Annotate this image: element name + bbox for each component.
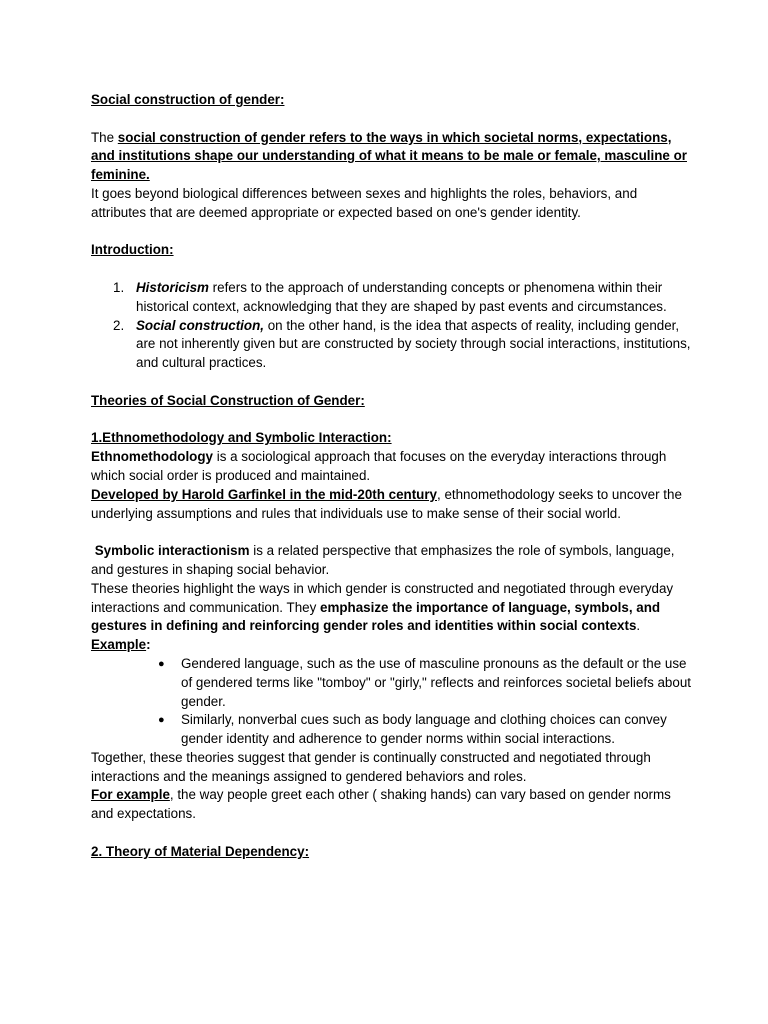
for-example-paragraph: For example, the way people greet each other ( shaking hands) can vary based on gender norms and expectations. (91, 787, 671, 822)
list-item: ● Gendered language, such as the use of masculine pronouns as the default or the use of gendered terms like "tomboy" or "girly," reflects and reinforces societal beliefs about gender. (158, 655, 691, 709)
list-item: 2. Social construction, on the other hand, is the idea that aspects of reality, including gender, are not inherently given but are constructed by society through social interactions, institutions, and cultural practices. (113, 317, 691, 371)
definition-paragraph: The social construction of gender refers to the ways in which societal norms, expectations, and institutions shape our understanding of what it means to be male or female, masculine or feminine. (91, 129, 687, 183)
garfinkel-paragraph: Developed by Harold Garfinkel in the mid-20th century, ethnomethodology seeks to uncover the underlying assumptions and rules that individuals use to make sense of their social world. (91, 486, 682, 521)
intro-list (91, 279, 691, 373)
bullet-icon: ● (158, 714, 165, 727)
definition-rest: It goes beyond biological differences between sexes and highlights the roles, behaviors, and attributes that are deemed appropriate or expected based on one's gender identity. (91, 185, 638, 220)
ethnomethodology-paragraph: Ethnomethodology is a sociological approach that focuses on the everyday interactions through which social order is produced and maintained. (91, 449, 667, 483)
list-item: 1. Historicism refers to the approach of understanding concepts or phenomena within their historical context, acknowledging that they are shaped by past events and circumstances. (113, 279, 667, 314)
example-list (91, 655, 691, 749)
theories-heading: Theories of Social Construction of Gender: (91, 392, 365, 408)
together-paragraph: Together, these theories suggest that gender is continually constructed and negotiated through interactions and the meanings assigned to gendered behaviors and roles. (91, 749, 651, 784)
example-label: Example: (91, 637, 151, 653)
bullet-icon: ● (158, 657, 165, 670)
symbolic-paragraph: Symbolic interactionism is a related perspective that emphasizes the role of symbols, language, and gestures in shaping social behavior. (91, 543, 675, 577)
definition-highlight: social construction of gender refers to the ways in which societal norms, expectations, and institutions shape our understanding of what it means to be male or female, masculine or feminine. (91, 129, 687, 183)
doc-title: Social construction of gender: (91, 92, 285, 107)
theory-1-heading: 1.Ethnomethodology and Symbolic Interaction: (91, 430, 392, 446)
document-body (91, 91, 691, 862)
theory-2-heading: 2. Theory of Material Dependency: (91, 843, 310, 859)
intro-heading: Introduction: (91, 242, 174, 258)
list-item: ● Similarly, nonverbal cues such as body language and clothing choices can convey gender identity and adherence to gender norms within social interactions. (158, 712, 667, 747)
theories-highlight-paragraph: These theories highlight the ways in which gender is constructed and negotiated through everyday interactions and communication. They emphasize the importance of language, symbols, and gestures in defining and reinforcing gender roles and identities within social contexts. (91, 580, 674, 634)
